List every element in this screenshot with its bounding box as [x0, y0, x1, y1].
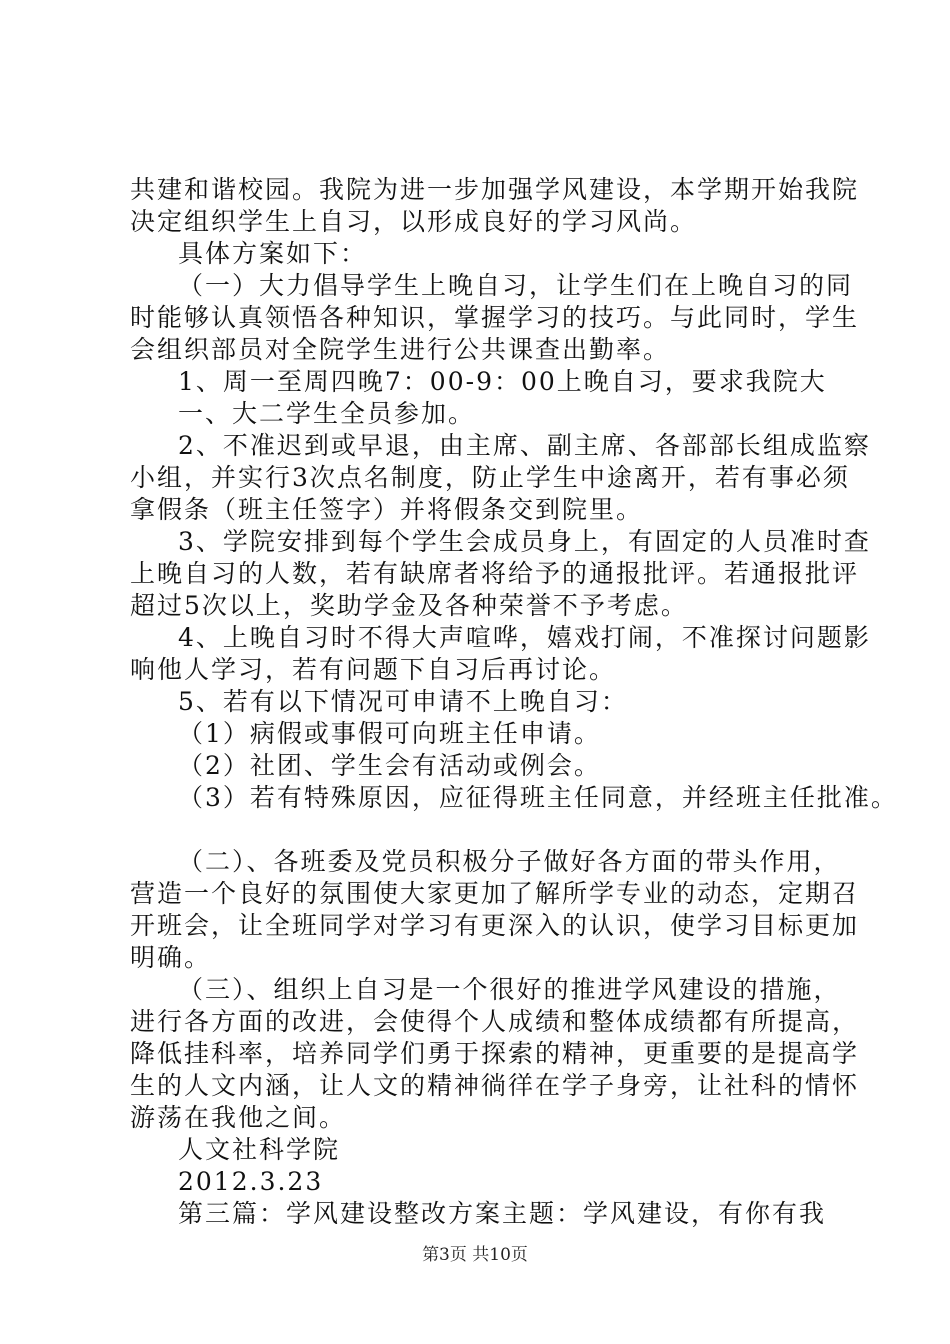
body-line: （3）若有特殊原因，应征得班主任同意，并经班主任批准。 [178, 783, 898, 812]
body-line: 4、上晚自习时不得大声喧哗，嬉戏打闹，不准探讨问题影 [178, 623, 871, 652]
body-line: （三）、组织上自习是一个很好的推进学风建设的措施， [178, 975, 841, 1004]
body-line: 降低挂科率，培养同学们勇于探索的精神，更重要的是提高学 [130, 1039, 860, 1068]
body-line: 时能够认真领悟各种知识，掌握学习的技巧。与此同时，学生 [130, 303, 860, 332]
signature-date: 2012.3.23 [178, 1167, 324, 1196]
body-line: 拿假条（班主任签字）并将假条交到院里。 [130, 495, 644, 524]
section-heading: 第三篇：学风建设整改方案主题：学风建设，有你有我 [178, 1199, 827, 1228]
signature-organization: 人文社科学院 [178, 1135, 341, 1164]
body-line: 营造一个良好的氛围使大家更加了解所学专业的动态，定期召 [130, 879, 860, 908]
body-line: 上晚自习的人数，若有缺席者将给予的通报批评。若通报批评 [130, 559, 860, 588]
body-line: 明确。 [130, 943, 212, 972]
body-line: 开班会，让全班同学对学习有更深入的认识，使学习目标更加 [130, 911, 860, 940]
body-line: （一）大力倡导学生上晚自习，让学生们在上晚自习的同 [178, 271, 854, 300]
body-line: 小组，并实行3次点名制度，防止学生中途离开，若有事必须 [130, 463, 850, 492]
body-line: 1、周一至周四晚7：00-9：00上晚自习，要求我院大 [178, 367, 827, 396]
body-line: （1）病假或事假可向班主任申请。 [178, 719, 601, 748]
body-line: 游荡在我他之间。 [130, 1103, 347, 1132]
body-line: 决定组织学生上自习，以形成良好的学习风尚。 [130, 207, 698, 236]
body-line: 3、学院安排到每个学生会成员身上，有固定的人员准时查 [178, 527, 871, 556]
body-line: 生的人文内涵，让人文的精神徜徉在学子身旁，让社科的情怀 [130, 1071, 860, 1100]
body-line: （2）社团、学生会有活动或例会。 [178, 751, 601, 780]
body-line: 2、不准迟到或早退，由主席、副主席、各部部长组成监察 [178, 431, 871, 460]
body-line: 一、大二学生全员参加。 [178, 399, 476, 428]
body-line: 5、若有以下情况可申请不上晚自习： [178, 687, 628, 716]
page-indicator: 第3页 共10页 [422, 1245, 528, 1265]
body-line: 进行各方面的改进，会使得个人成绩和整体成绩都有所提高， [130, 1007, 860, 1036]
body-line: 响他人学习，若有问题下自习后再讨论。 [130, 655, 617, 684]
body-line: （二）、各班委及党员积极分子做好各方面的带头作用， [178, 847, 841, 876]
body-line: 会组织部员对全院学生进行公共课查出勤率。 [130, 335, 671, 364]
body-line: 超过5次以上，奖助学金及各种荣誉不予考虑。 [130, 591, 688, 620]
body-line: 具体方案如下： [178, 239, 368, 268]
body-line: 共建和谐校园。我院为进一步加强学风建设，本学期开始我院 [130, 175, 860, 204]
